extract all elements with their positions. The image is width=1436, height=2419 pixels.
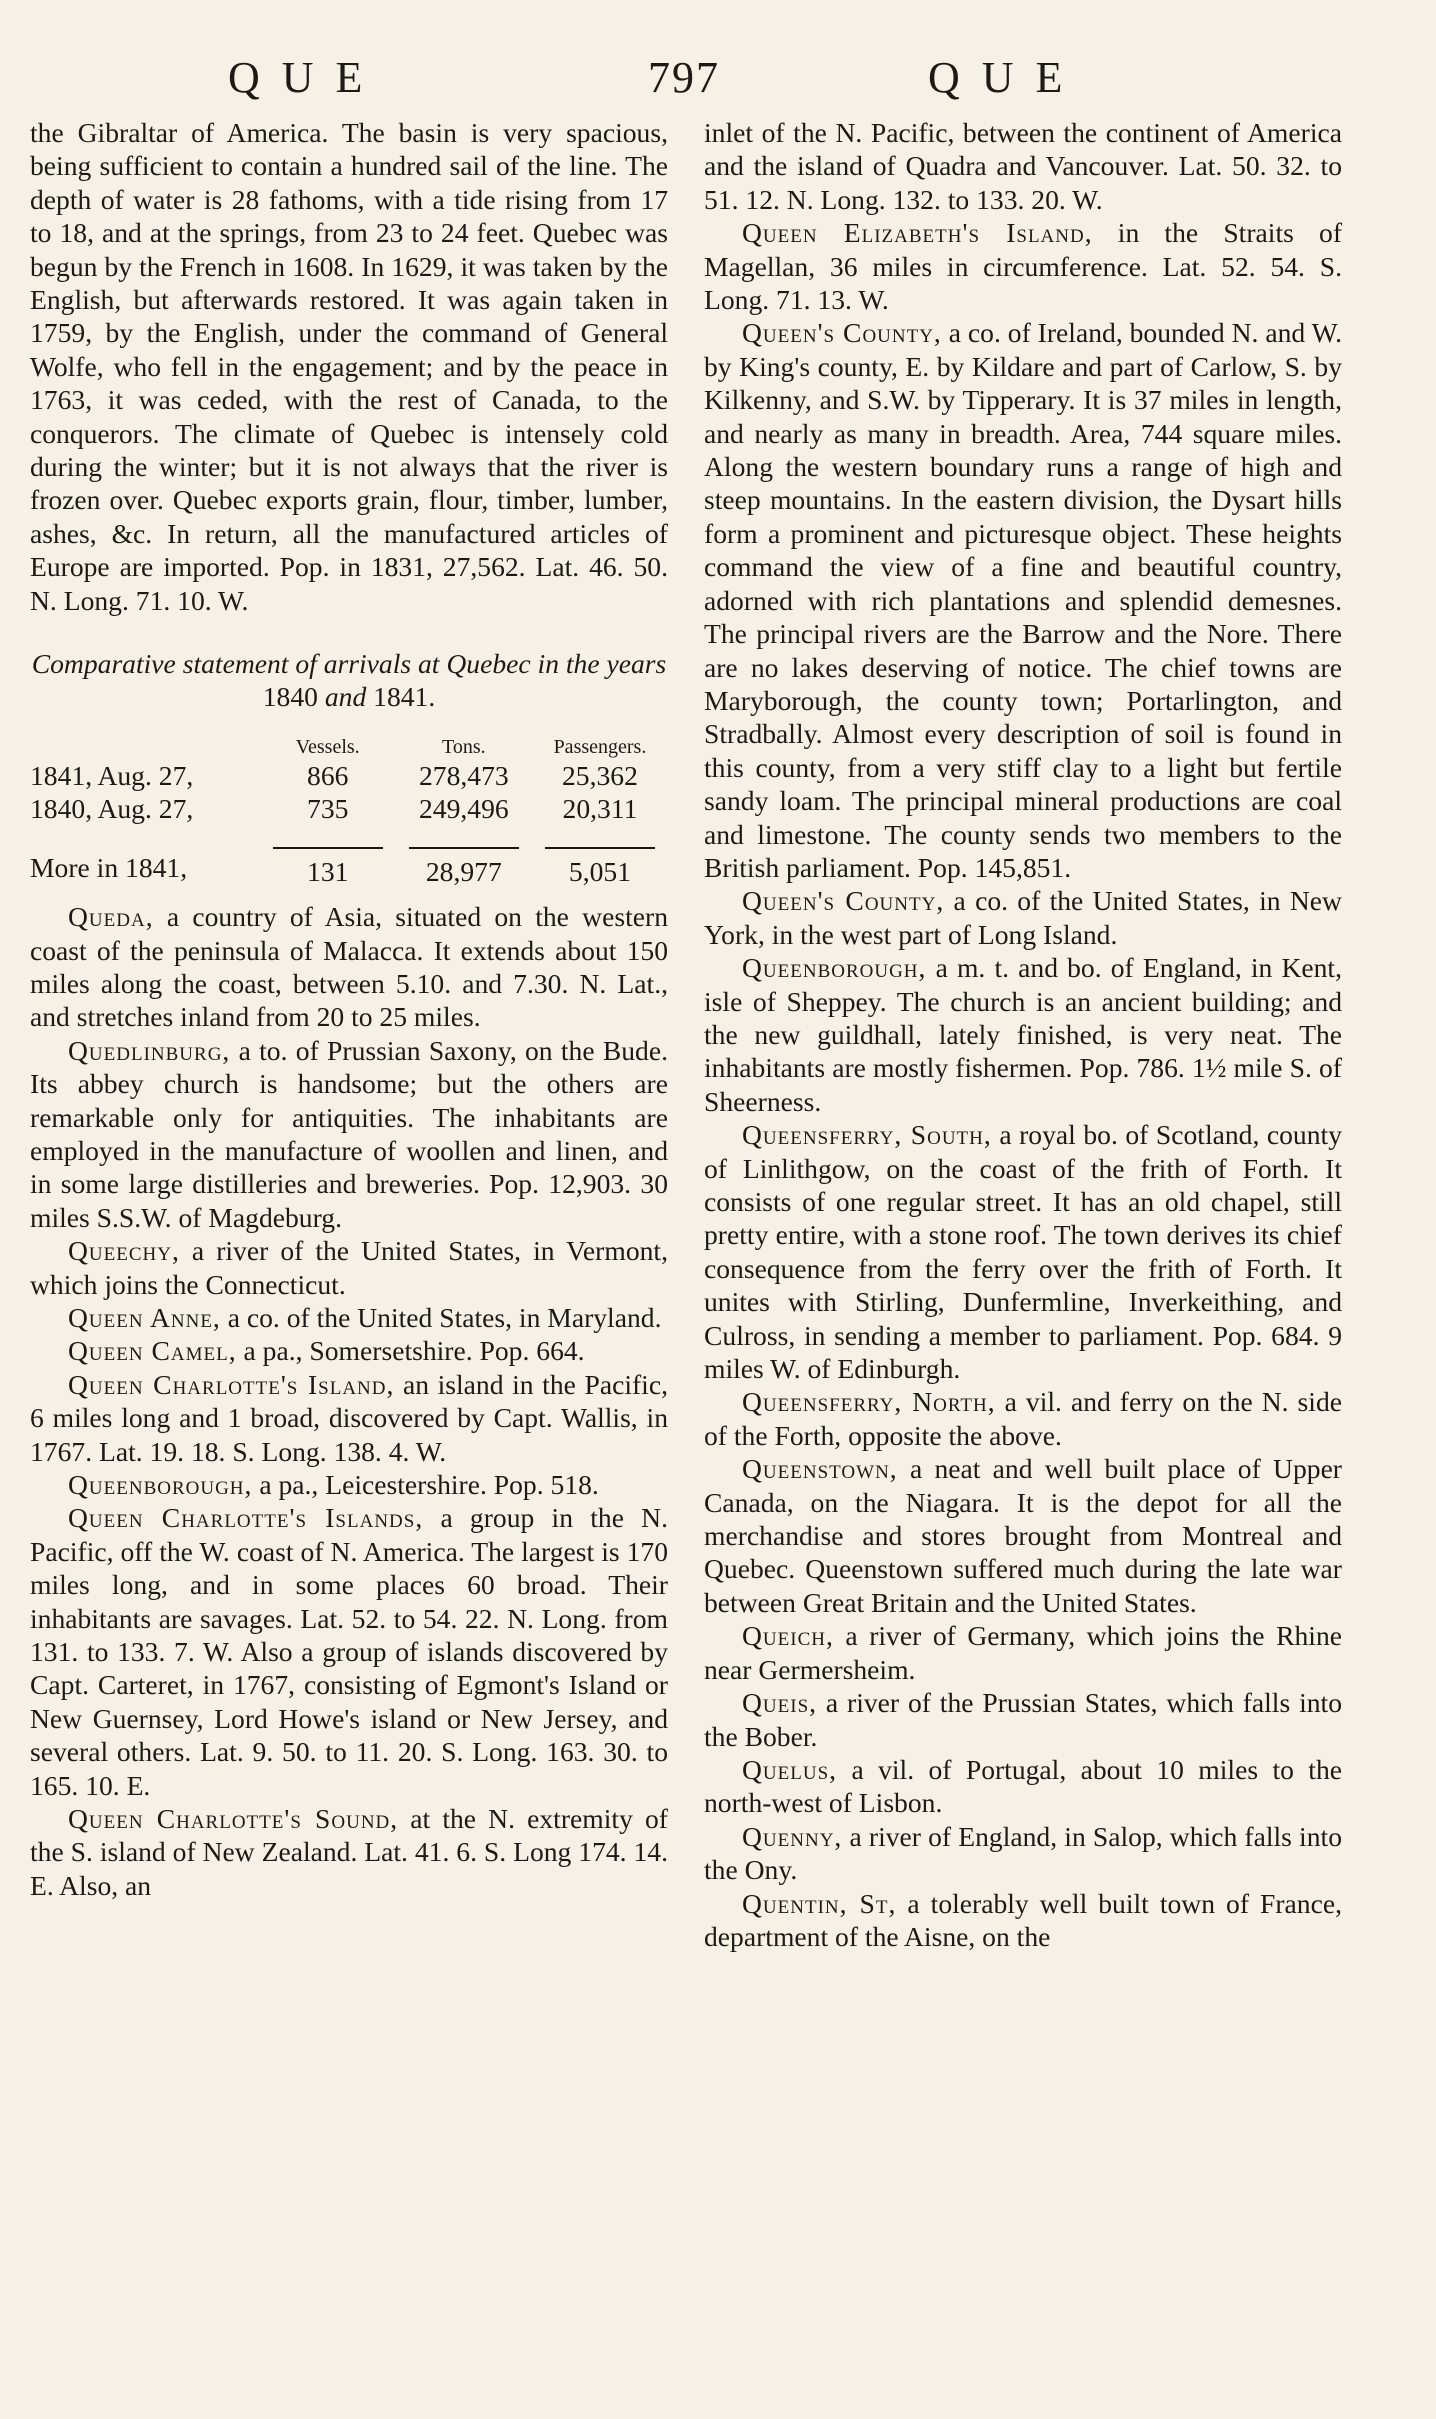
gazetteer-entry [704, 216, 1342, 316]
gazetteer-entry [30, 1501, 668, 1802]
page-number: 797 [648, 53, 720, 102]
gazetteer-entry [30, 1034, 668, 1234]
entry-headword: Queen Anne, [68, 1301, 221, 1333]
entry-headword: Queis, [742, 1687, 818, 1719]
gazetteer-entry [704, 1820, 1342, 1887]
gazetteer-entry [30, 1334, 668, 1367]
entry-headword: Queen Charlotte's Island, [68, 1368, 395, 1400]
gazetteer-entry [30, 900, 668, 1034]
gazetteer-entry [30, 1234, 668, 1301]
entry-text: a co. of the United States, in Maryland. [220, 1301, 662, 1333]
gazetteer-entry [30, 1368, 668, 1468]
entry-headword: Queen Charlotte's Islands, [68, 1502, 424, 1534]
entry-headword: Queensferry, North, [742, 1386, 996, 1418]
entry-text: a river of the Prussian States, which falls into the Bober. [704, 1687, 1342, 1752]
entry-text: a vil. of Portugal, about 10 miles to the north-west of Lisbon. [704, 1753, 1342, 1819]
difference-value: 28,977 [409, 847, 519, 888]
gazetteer-entry [30, 1802, 668, 1902]
table-cell: 20,311 [562, 793, 638, 825]
entry-text: a co. of Ireland, bounded N. and W. by King's county, E. by Kildare and part of Carlow, S. by Kilkenny, and S.W. by Tipperary. It is 37 miles in length, and nearly as many in breadth. Area, 744 square miles. Along the western boundary runs a range of high and steep mountains. In the eastern division, the Dysart hills form a prominent and picturesque object. These heights command the view of a fine and beautiful country, adorned with rich plantations and splendid demesnes. The principal rivers are the Barrow and the Nore. There are no lakes deserving of notice. The chief towns are Maryborough, the county town; Portarlington, and Stradbally. Almost every description of soil is found in this county, from a very stiff clay to a light but fertile sandy loam. The principal mineral productions are coal and limestone. The county sends two members to the British parliament. Pop. 145,851. [704, 317, 1342, 883]
entry-text: a tolerably well built town of France, department of the Aisne, on the [704, 1887, 1342, 1952]
gazetteer-entry [704, 1118, 1342, 1385]
gazetteer-entry [704, 1619, 1342, 1686]
table-difference-row [30, 825, 668, 888]
entry-headword: Queen Camel, [68, 1335, 237, 1367]
entry-headword: Queich, [742, 1620, 834, 1652]
entry-text: a to. of Prussian Saxony, on the Bude. Its abbey church is handsome; but the others are remarkable only for antiquities. The inhabitants are employed in the manufacture of woollen and linen, and in some large distilleries and breweries. Pop. 12,903. 30 miles S.S.W. of Magdeburg. [30, 1034, 668, 1233]
entry-text: a river of the United States, in Vermont, which joins the Connecticut. [30, 1235, 668, 1300]
caption-year: 1840 [262, 681, 318, 713]
table-cell: 866 [307, 760, 349, 792]
gazetteer-entry [704, 1452, 1342, 1619]
table-caption [30, 647, 668, 713]
entry-headword: Queenstown, [742, 1453, 898, 1485]
entry-text: a neat and well built place of Upper Canada, on the Niagara. It is the depot for all the merchandise and stores brought from Montreal and Quebec. Queenstown suffered much during the late war between Great Britain and the United States. [704, 1453, 1342, 1618]
gazetteer-entry [704, 1753, 1342, 1820]
gazetteer-entry [704, 316, 1342, 884]
gazetteer-entry [30, 1301, 668, 1334]
difference-value: 131 [273, 847, 383, 888]
entry-headword: Quenny, [742, 1820, 843, 1852]
entry-text: a river of Germany, which joins the Rhine near Germersheim. [704, 1620, 1342, 1685]
continuation-text: the Gibraltar of America. The basin is very spacious, being sufficient to contain a hundred sail of the line. The depth of water is 28 fathoms, with a tide rising from 17 to 18, and at the springs, from 23 to 24 feet. Quebec was begun by the French in 1608. In 1629, it was taken by the English, but afterwards restored. It was again taken in 1759, by the English, under the command of General Wolfe, who fell in the engagement; and by the peace in 1763, it was ceded, with the rest of Canada, to the conquerors. The climate of Quebec is intensely cold during the winter; but it is not always that the river is frozen over. Quebec exports grain, flour, timber, lumber, ashes, &c. In return, all the manufactured articles of Europe are imported. Pop. in 1831, 27,562. Lat. 46. 50. N. Long. 71. 10. W. [30, 117, 668, 616]
caption-year: 1841. [373, 681, 436, 713]
entry-headword: Quentin, St, [742, 1887, 897, 1919]
entry-text: a m. t. and bo. of England, in Kent, isle of Sheppey. The church is an ancient building; and the new guildhall, lately finished, is very neat. The inhabitants are mostly fishermen. Pop. 786. 1½ mile S. of Sheerness. [704, 952, 1342, 1117]
entry-headword: Queenborough, [742, 952, 927, 984]
table-cell: 735 [307, 793, 349, 825]
table-cell: 278,473 [418, 760, 509, 792]
left-column [30, 116, 668, 1902]
entry-text: in the Straits of Magellan, 36 miles in circumference. Lat. 52. 54. S. Long. 71. 13. W. [704, 217, 1343, 316]
entry-text: a royal bo. of Scotland, county of Linlithgow, on the coast of the frith of Forth. It consists of one regular street. It has an old chapel, still pretty entire, with a stone roof. The town derives its chief consequence from the ferry over the frith of Forth. It unites with Stirling, Dunfermline, Inverkeithing, and Culross, in sending a member to parliament. Pop. 684. 9 miles W. of Edinburgh. [704, 1119, 1342, 1385]
table-header [30, 735, 260, 759]
entry-headword: Queen's County, [742, 317, 942, 349]
gazetteer-entry [704, 1385, 1342, 1452]
entry-text: a pa., Somersetshire. Pop. 664. [236, 1335, 585, 1367]
table-row [30, 759, 668, 792]
right-column [704, 116, 1342, 1953]
difference-value: 5,051 [545, 847, 655, 888]
table-cell: 1840, Aug. 27, [30, 793, 194, 825]
table-cell [532, 825, 668, 888]
entry-text: an island in the Pacific, 6 miles long and 1 broad, discovered by Capt. Wallis, in 1767. Lat. 19. 18. S. Long. 138. 4. W. [30, 1368, 668, 1467]
entry-text: at the N. extremity of the S. island of New Zealand. Lat. 41. 6. S. Long 174. 14. E. Also, an [30, 1803, 668, 1901]
entry-headword: Queen Elizabeth's Island, [742, 217, 1093, 249]
table-header: Tons. [442, 736, 486, 759]
gazetteer-entry [704, 1686, 1342, 1753]
table-cell: 249,496 [418, 793, 509, 825]
entry-headword: Queenborough, [68, 1469, 253, 1500]
entry-text: a river of England, in Salop, which falls into the Ony. [704, 1820, 1342, 1886]
header-right: QUE [928, 53, 1085, 102]
entry-headword: Quelus, [742, 1753, 838, 1785]
gazetteer-entry [704, 1887, 1342, 1954]
entry-headword: Queechy, [68, 1235, 180, 1267]
entry-headword: Quedlinburg, [68, 1034, 231, 1066]
table-header: Passengers. [553, 736, 647, 759]
entry-text: a pa., Leicestershire. Pop. 518. [252, 1469, 599, 1500]
header-left: QUE [228, 53, 385, 102]
table-cell: More in 1841, [30, 852, 188, 884]
continuation-text: inlet of the N. Pacific, between the continent of America and the island of Quadra and Vancouver. Lat. 50. 32. to 51. 12. N. Long. 132. to 133. 20. W. [704, 117, 1342, 215]
entry-headword: Queda, [68, 901, 154, 933]
gazetteer-entry [704, 884, 1342, 951]
entry-headword: Queen Charlotte's Sound, [68, 1803, 399, 1835]
table-header: Vessels. [295, 736, 360, 759]
entry-text: a country of Asia, situated on the western coast of the peninsula of Malacca. It extends about 150 miles along the coast, between 5.10. and 7.30. N. Lat., and stretches inland from 20 to 25 miles. [30, 901, 668, 1033]
entry-text: a co. of the United States, in New York, in the west part of Long Island. [704, 885, 1342, 950]
gazetteer-entry [704, 951, 1342, 1118]
table-cell: 1841, Aug. 27, [30, 760, 194, 792]
caption-and: and [324, 681, 367, 713]
arrivals-table [30, 735, 668, 888]
caption-text: Comparative statement of arrivals at Quebec in the years [31, 648, 667, 680]
table-cell [260, 825, 396, 888]
entry-text: a vil. and ferry on the N. side of the Forth, opposite the above. [704, 1386, 1342, 1451]
table-header-row [30, 735, 668, 759]
entry-headword: Queen's County, [742, 885, 945, 917]
table-cell: 25,362 [562, 760, 638, 792]
entry-headword: Queensferry, South, [742, 1119, 992, 1151]
running-header [0, 52, 1436, 104]
gazetteer-entry [30, 1468, 668, 1501]
entry-text: a group in the N. Pacific, off the W. coast of N. America. The largest is 170 miles long, and in some places 60 broad. Their inhabitants are savages. Lat. 52. to 54. 22. N. Long. from 131. to 133. 7. W. Also a group of islands discovered by Capt. Carteret, in 1767, consisting of Egmont's Island or New Guernsey, Lord Howe's island or New Jersey, and several others. Lat. 9. 50. to 11. 20. S. Long. 163. 30. to 165. 10. E. [30, 1502, 668, 1801]
table-row [30, 792, 668, 825]
table-cell [396, 825, 532, 888]
